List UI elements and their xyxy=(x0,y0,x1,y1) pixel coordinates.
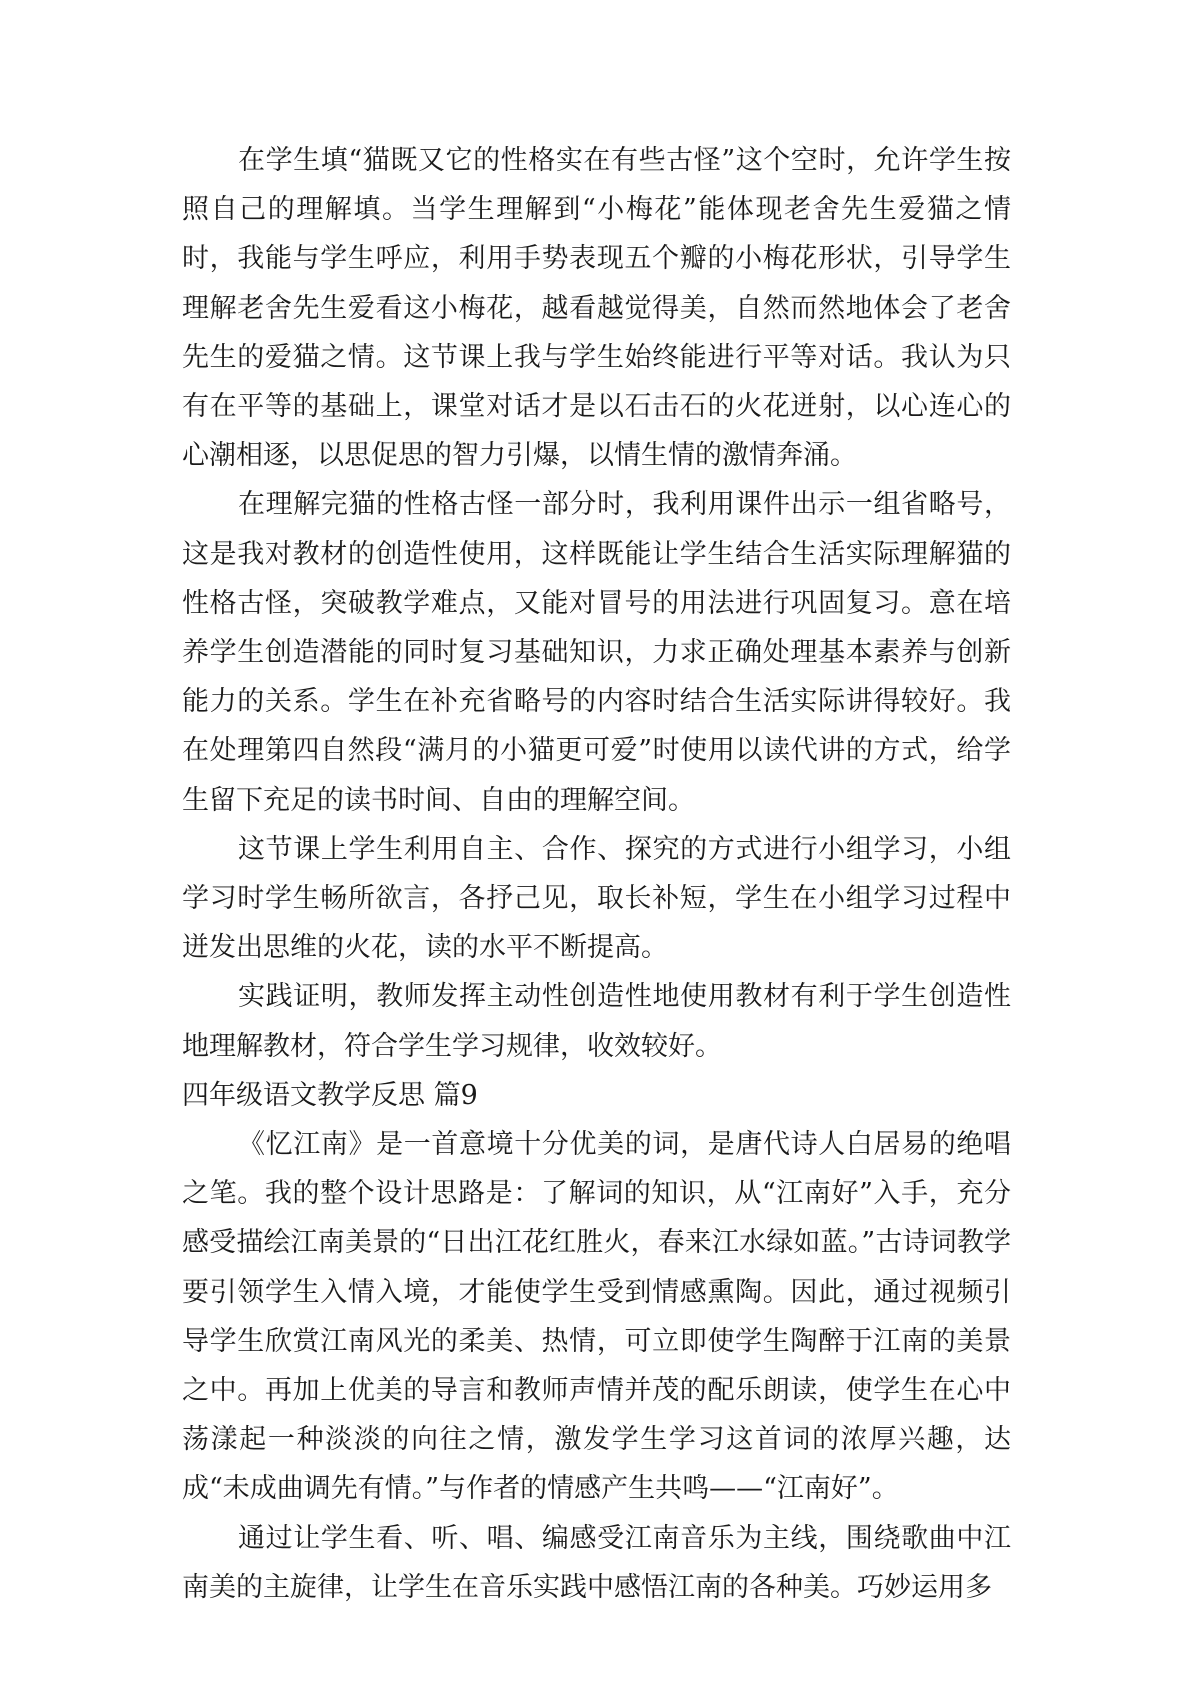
paragraph-creative-use-of-materials: 在理解完猫的性格古怪一部分时，我利用课件出示一组省略号，这是我对教材的创造性使用，这样既能让学生结合生活实际理解猫的性格古怪，突破教学难点，又能对冒号的用法进行巩固复习。意在培养学生创造潜能的同时复习基础知识，力求正确处理基本素养与创新能力的关系。学生在补充省略号的内容时结合生活实际讲得较好。我在处理第四自然段“满月的小猫更可爱”时使用以读代讲的方式，给学生留下充足的读书时间、自由的理解空间。 xyxy=(182,489,1011,816)
paragraph-music-practice: 通过让学生看、听、唱、编感受江南音乐为主线，围绕歌曲中江南美的主旋律，让学生在音乐实践中感悟江南的各种美。巧妙运用多 xyxy=(182,1522,1011,1603)
paragraph-practice-conclusion: 实践证明，教师发挥主动性创造性地使用教材有利于学生创造性地理解教材，符合学生学习规律，收效较好。 xyxy=(182,981,1011,1062)
document-body xyxy=(182,136,1011,1612)
paragraph-group-learning: 这节课上学生利用自主、合作、探究的方式进行小组学习，小组学习时学生畅所欲言，各抒己见，取长补短，学生在小组学习过程中迸发出思维的火花，读的水平不断提高。 xyxy=(182,833,1011,964)
paragraph-yi-jiangnan: 《忆江南》是一首意境十分优美的词，是唐代诗人白居易的绝唱之笔。我的整个设计思路是：了解词的知识，从“江南好”入手，充分感受描绘江南美景的“日出江花红胜火，春来江水绿如蓝。”古诗词教学要引领学生入情入境，才能使学生受到情感熏陶。因此，通过视频引导学生欣赏江南风光的柔美、热情，可立即使学生陶醉于江南的美景之中。再加上优美的导言和教师声情并茂的配乐朗读，使学生在心中荡漾起一种淡淡的向往之情，激发学生学习这首词的浓厚兴趣，达成“未成曲调先有情。”与作者的情感产生共鸣——“江南好”。 xyxy=(182,1129,1011,1505)
section-heading: 四年级语文教学反思 篇9 xyxy=(182,1079,478,1111)
paragraph-dialogue-equality: 在学生填“猫既又它的性格实在有些古怪”这个空时，允许学生按照自己的理解填。当学生理解到“小梅花”能体现老舍先生爱猫之情时，我能与学生呼应，利用手势表现五个瓣的小梅花形状，引导学生理解老舍先生爱看这小梅花，越看越觉得美，自然而然地体会了老舍先生的爱猫之情。这节课上我与学生始终能进行平等对话。我认为只有在平等的基础上，课堂对话才是以石击石的火花迸射，以心连心的心潮相逐，以思促思的智力引爆，以情生情的激情奔涌。 xyxy=(182,145,1011,472)
